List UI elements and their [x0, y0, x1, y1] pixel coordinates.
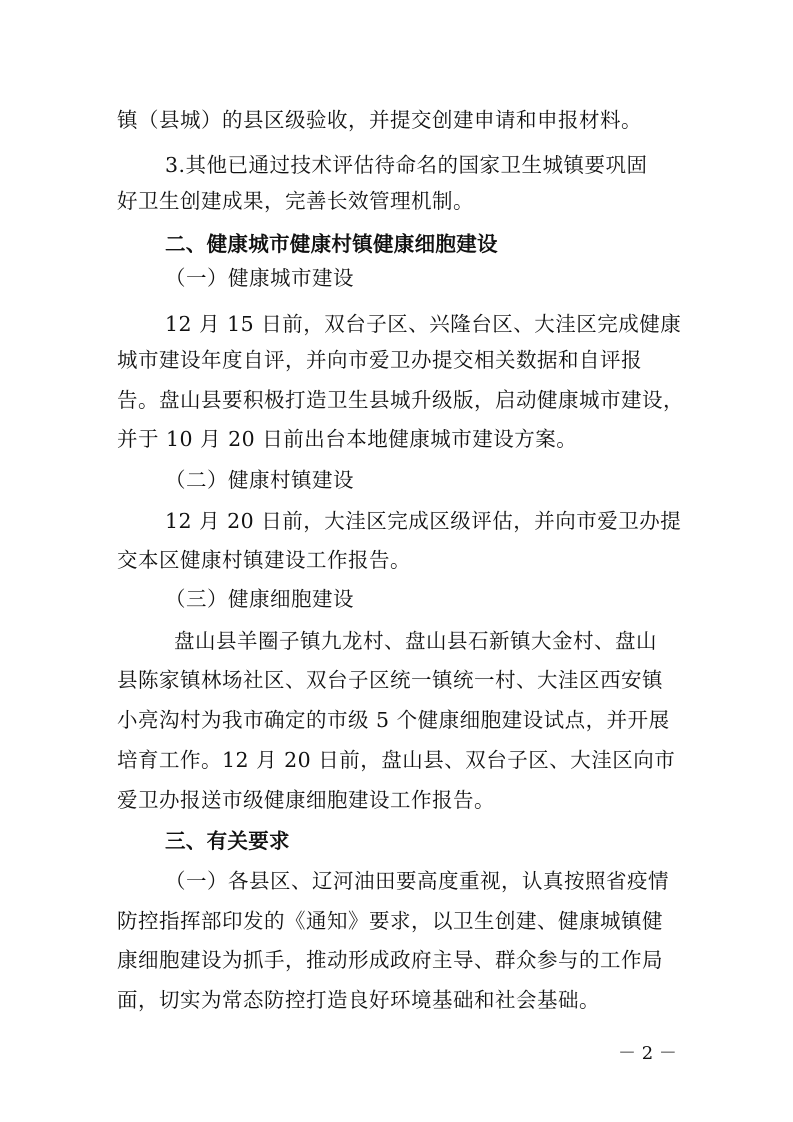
paragraph-line-2: 3.其他已通过技术评估待命名的国家卫生城镇要巩固	[165, 153, 648, 177]
paragraph-line-12: 交本区健康村镇建设工作报告。	[117, 548, 411, 572]
paragraph-line-7: 城市建设年度自评，并向市爱卫办提交相关数据和自评报	[117, 348, 642, 372]
subheading-health-city: （一）健康城市建设	[165, 266, 354, 290]
paragraph-line-22: 康细胞建设为抓手，推动形成政府主导、群众参与的工作局	[117, 948, 663, 972]
paragraph-line-6: 12 月 15 日前，双台子区、兴隆台区、大洼区完成健康	[165, 312, 682, 336]
section-heading-3: 三、有关要求	[165, 829, 290, 853]
paragraph-line-20: （一）各县区、辽河油田要高度重视，认真按照省疫情	[165, 869, 669, 893]
paragraph-line-14: 盘山县羊圈子镇九龙村、盘山县石新镇大金村、盘山	[174, 629, 657, 653]
paragraph-line-1: 镇（县城）的县区级验收，并提交创建申请和申报材料。	[117, 108, 642, 132]
paragraph-line-17: 培育工作。12 月 20 日前，盘山县、双台子区、大洼区向市	[117, 748, 676, 772]
paragraph-line-9: 并于 10 月 20 日前出台本地健康城市建设方案。	[117, 427, 578, 451]
paragraph-line-11: 12 月 20 日前，大洼区完成区级评估，并向市爱卫办提	[165, 509, 682, 533]
subheading-health-village: （二）健康村镇建设	[165, 468, 354, 492]
paragraph-line-3: 好卫生创建成果，完善长效管理机制。	[117, 189, 474, 213]
subheading-health-cell: （三）健康细胞建设	[165, 587, 354, 611]
paragraph-line-16: 小亮沟村为我市确定的市级 5 个健康细胞建设试点，并开展	[117, 708, 670, 732]
paragraph-line-18: 爱卫办报送市级健康细胞建设工作报告。	[117, 788, 495, 812]
paragraph-line-15: 县陈家镇林场社区、双台子区统一镇统一村、大洼区西安镇	[117, 668, 663, 692]
page-number: － 2 －	[618, 1043, 677, 1064]
section-heading-2: 二、健康城市健康村镇健康细胞建设	[165, 232, 498, 256]
paragraph-line-23: 面，切实为常态防控打造良好环境基础和社会基础。	[117, 988, 600, 1012]
paragraph-line-8: 告。盘山县要积极打造卫生县城升级版，启动健康城市建设，	[117, 388, 684, 412]
paragraph-line-21: 防控指挥部印发的《通知》要求，以卫生创建、健康城镇健	[117, 909, 663, 933]
